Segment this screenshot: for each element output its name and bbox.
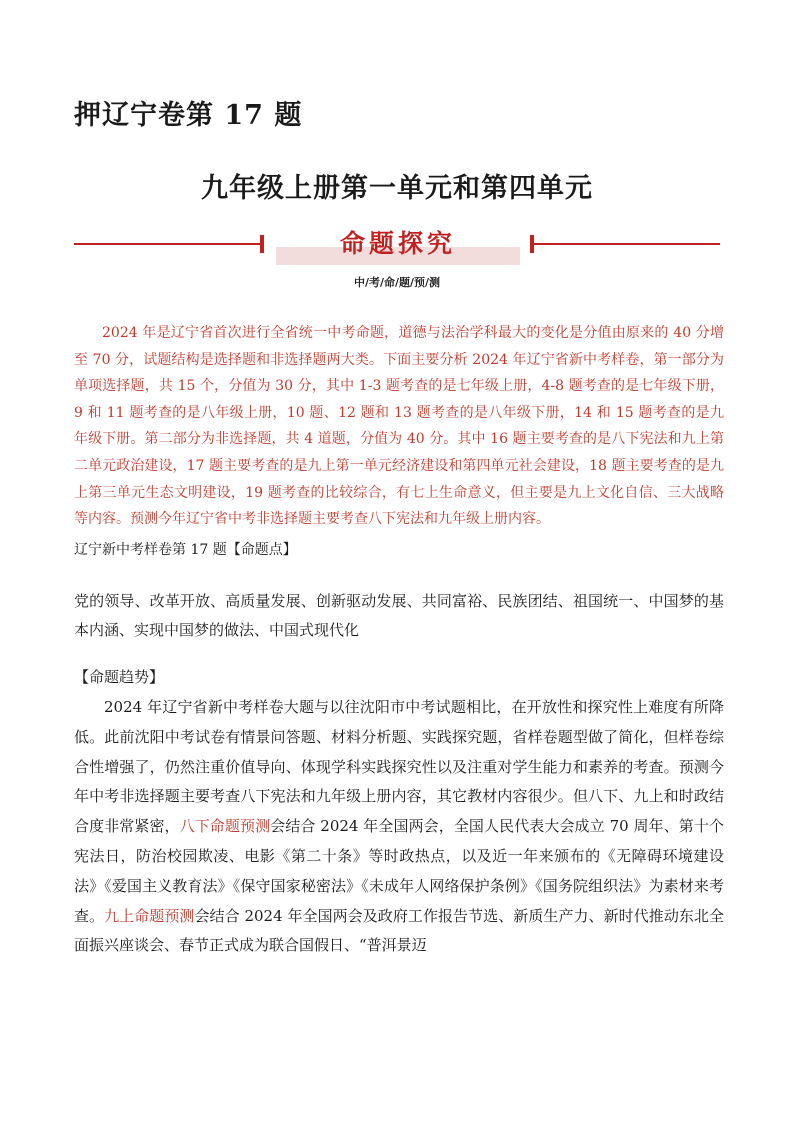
document-title: 押辽宁卷第 17 题 — [74, 100, 303, 131]
trend-highlight-1: 八下命题预测 — [179, 817, 271, 836]
trend-heading: 【命题趋势】 — [74, 668, 165, 686]
intro-paragraph: 2024 年是辽宁省首次进行全省统一中考命题，道德与法治学科最大的变化是分值由原来的 40 分增至 70 分，试题结构是选择题和非选择题两大类。下面主要分析 2024 年辽宁省新中考样卷，第一部分为单项选择题，共 15 个，分值为 30 分，其中 1-3 题考查的是七年级上册，4-8 题考查的是七年级下册，9 和 11 题考查的是八年级上册，10 题、12 题和 13 题考查的是八年级下册，14 和 15 题考查的是九年级下册。第二部分为非选择题，共 4 道题，分值为 40 分。其中 16 题主要考查的是八下宪法和九上第二单元政治建设，17 题主要考查的是九上第一单元经济建设和第四单元社会建设，18 题主要考查的是九上第三单元生态文明建设，19 题考查的比较综合，有七上生命意义，但主要是九上文化自信、三大战略等内容。预测今年辽宁省中考非选择题主要考查八下宪法和九年级上册内容。 — [74, 325, 724, 528]
trend-highlight-2: 九上命题预测 — [104, 906, 195, 925]
points-heading: 辽宁新中考样卷第 17 题【命题点】 — [74, 542, 297, 558]
points-paragraph: 党的领导、改革开放、高质量发展、创新驱动发展、共同富裕、民族团结、祖国统一、中国梦的基本内涵、实现中国梦的做法、中国式现代化 — [74, 592, 724, 639]
banner-cap-left — [260, 235, 264, 253]
document-subtitle: 九年级上册第一单元和第四单元 — [201, 173, 593, 204]
section-banner — [74, 228, 720, 268]
trend-paragraph — [74, 693, 724, 961]
trend-text-3: 会结合 2024 年全国两会及政府工作报告节选、新质生产力、新时代推动东北全面振兴座谈会、春节正式成为联合国假日、“普洱景迈 — [74, 906, 724, 955]
trend-text-1: 2024 年辽宁省新中考样卷大题与以往沈阳市中考试题相比，在开放性和探究性上难度有所降低。此前沈阳中考试卷有情景问答题、材料分析题、实践探究题，省样卷题型做了简化，但样卷综合性增强了，仍然注重价值导向、体现学科实践探究性以及注重对学生能力和素养的考查。预测今年中考非选择题主要考查八下宪法和九年级上册内容，其它教材内容很少。但八下、九上和时政结合度非常紧密， — [74, 698, 724, 836]
banner-rule-right — [534, 243, 720, 245]
trend-text-2: 会结合 2024 年全国两会，全国人民代表大会成立 70 周年、第十个宪法日，防治校园欺凌、电影《第二十条》等时政热点，以及近一年来颁布的《无障碍环境建设法》《爱国主义教育法》《保守国家秘密法》《未成年人网络保护条例》《国务院组织法》为素材来考查。 — [74, 817, 724, 925]
banner-label: 命题探究 — [339, 229, 456, 258]
banner-rule-left — [74, 243, 260, 245]
banner-tagline: 中/考/命/题/预/测 — [353, 276, 441, 289]
